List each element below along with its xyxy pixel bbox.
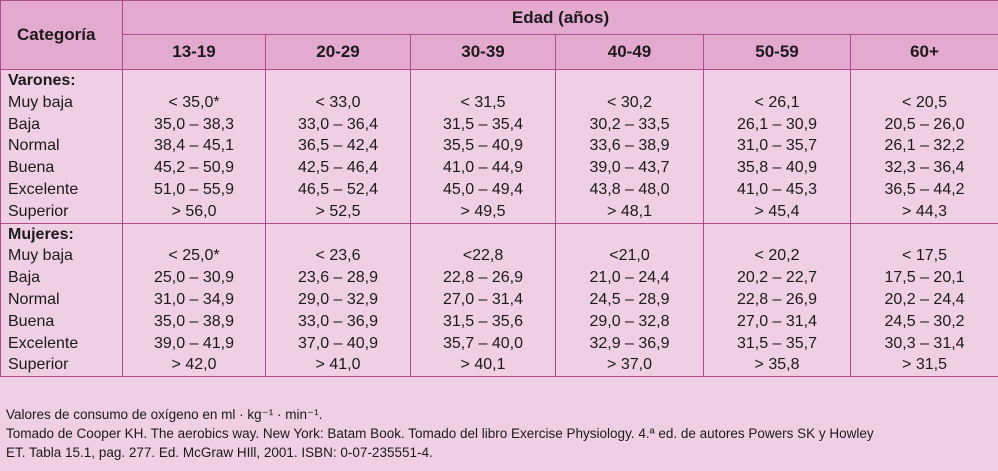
value-cell: < 23,6 (315, 247, 361, 265)
value-cell: 39,0 – 43,7 (589, 159, 670, 177)
category-label: Normal (8, 290, 60, 308)
value-cell: 27,0 – 31,4 (736, 312, 818, 330)
category-label: Superior (8, 202, 69, 220)
value-cell: 32,3 – 36,4 (884, 159, 965, 177)
value-cell: 24,5 – 30,2 (884, 312, 965, 330)
value-cell: < 26,1 (754, 93, 800, 111)
spacer (266, 70, 410, 92)
spacer (411, 224, 555, 246)
group-title: Mujeres: (8, 225, 74, 243)
value-cell: 20,2 – 22,7 (736, 269, 818, 287)
spacer (266, 224, 410, 246)
value-cell: 35,8 – 40,9 (736, 159, 818, 177)
value-cell: 31,5 – 35,4 (442, 115, 524, 133)
age-column-header: 20-29 (266, 35, 411, 70)
value-cell: 45,2 – 50,9 (153, 159, 235, 177)
age-column-header: 13-19 (123, 35, 266, 70)
age-column-header: 60+ (851, 35, 998, 70)
value-column (704, 223, 851, 377)
category-label: Superior (8, 356, 69, 374)
age-column-header: 30-39 (411, 35, 556, 70)
spacer (123, 224, 265, 246)
value-cell: 36,5 – 42,4 (297, 137, 379, 155)
value-cell: 33,0 – 36,9 (297, 312, 379, 330)
units-note: Valores de consumo de oxígeno en ml · kg⁻¹ · min⁻¹. (6, 407, 323, 422)
value-cell: < 17,5 (902, 247, 947, 265)
value-cell: 32,9 – 36,9 (589, 334, 670, 352)
category-label: Baja (8, 115, 41, 133)
value-cell: 22,8 – 26,9 (442, 269, 524, 287)
value-cell: 26,1 – 30,9 (736, 115, 818, 133)
value-cell: 39,0 – 41,9 (153, 334, 235, 352)
value-cell: 23,6 – 28,9 (297, 269, 379, 287)
value-cell: < 33,0 (315, 93, 361, 111)
value-column (851, 223, 998, 377)
value-cell: > 44,3 (902, 202, 947, 220)
value-column (411, 70, 556, 224)
value-cell: 33,0 – 36,4 (297, 115, 379, 133)
value-cell: < 31,5 (460, 93, 506, 111)
value-cell: 43,8 – 48,0 (589, 180, 670, 198)
source-line-1: Tomado de Cooper KH. The aerobics way. New York: Batam Book. Tomado del libro Exercise Physiology. 4.ª ed. de autores Powers SK y Howley (6, 426, 874, 441)
spacer (556, 224, 703, 246)
value-cell: < 30,2 (607, 93, 652, 111)
value-cell: 35,7 – 40,0 (442, 334, 524, 352)
value-cell: 35,0 – 38,3 (153, 115, 235, 133)
value-cell: > 41,0 (315, 356, 361, 374)
value-column (411, 223, 556, 377)
spacer (851, 224, 998, 246)
value-cell: 20,2 – 24,4 (884, 290, 965, 308)
value-cell: 31,5 – 35,6 (442, 312, 524, 330)
value-cell: > 40,1 (460, 356, 506, 374)
category-header: Categoría (1, 1, 123, 70)
value-cell: 29,0 – 32,9 (297, 290, 379, 308)
value-cell: 33,6 – 38,9 (589, 137, 670, 155)
value-cell: 25,0 – 30,9 (153, 269, 235, 287)
age-column-header: 50-59 (704, 35, 851, 70)
value-cell: 31,5 – 35,7 (736, 334, 818, 352)
value-cell: > 48,1 (607, 202, 652, 220)
value-cell: > 52,5 (315, 202, 361, 220)
spacer (704, 224, 850, 246)
spacer (123, 70, 265, 92)
value-cell: 17,5 – 20,1 (884, 269, 965, 287)
value-cell: 51,0 – 55,9 (153, 180, 235, 198)
value-column (556, 70, 704, 224)
category-label: Baja (8, 269, 41, 287)
category-label: Normal (8, 137, 60, 155)
value-cell: 45,0 – 49,4 (442, 180, 524, 198)
value-cell: > 35,8 (754, 356, 800, 374)
value-cell: < 25,0* (168, 247, 220, 265)
value-cell: > 31,5 (902, 356, 947, 374)
value-cell: 27,0 – 31,4 (442, 290, 524, 308)
value-cell: > 56,0 (171, 202, 217, 220)
value-cell: > 37,0 (607, 356, 652, 374)
category-column (1, 70, 123, 224)
value-column (123, 70, 266, 224)
value-cell: 35,0 – 38,9 (153, 312, 235, 330)
value-cell: 20,5 – 26,0 (884, 115, 965, 133)
category-label: Buena (8, 159, 55, 177)
value-cell: 21,0 – 24,4 (589, 269, 670, 287)
value-cell: < 20,5 (902, 93, 947, 111)
value-cell: 36,5 – 44,2 (884, 180, 965, 198)
category-label: Muy baja (8, 247, 73, 265)
value-column (704, 70, 851, 224)
value-cell: 42,5 – 46,4 (297, 159, 379, 177)
value-column (851, 70, 998, 224)
spacer (704, 70, 850, 92)
group-title: Varones: (8, 72, 76, 89)
group-row (1, 223, 998, 377)
value-cell: > 49,5 (460, 202, 506, 220)
spacer (851, 70, 998, 92)
value-column (556, 223, 704, 377)
value-cell: <21,0 (609, 247, 650, 265)
value-column (123, 223, 266, 377)
spacer (411, 70, 555, 92)
category-label: Excelente (8, 334, 79, 352)
value-column (266, 223, 411, 377)
value-cell: 30,3 – 31,4 (884, 334, 965, 352)
value-cell: 41,0 – 45,3 (736, 180, 818, 198)
value-cell: > 45,4 (754, 202, 800, 220)
value-cell: 46,5 – 52,4 (297, 180, 379, 198)
value-cell: 29,0 – 32,8 (589, 312, 670, 330)
group-row (1, 70, 998, 224)
value-cell: 37,0 – 40,9 (297, 334, 379, 352)
age-column-header: 40-49 (556, 35, 704, 70)
value-cell: 24,5 – 28,9 (589, 290, 670, 308)
value-cell: < 20,2 (754, 247, 800, 265)
value-cell: 22,8 – 26,9 (736, 290, 818, 308)
value-cell: < 35,0* (168, 93, 220, 111)
source-line-2: ET. Tabla 15.1, pag. 277. Ed. McGraw HIll, 2001. ISBN: 0-07-235551-4. (6, 445, 433, 460)
category-label: Excelente (8, 180, 79, 198)
spacer (556, 70, 703, 92)
table-footnote (6, 405, 996, 462)
value-cell: 41,0 – 44,9 (442, 159, 524, 177)
category-label: Buena (8, 312, 55, 330)
value-cell: 38,4 – 45,1 (153, 137, 235, 155)
category-column (1, 223, 123, 377)
age-group-header: Edad (años) (123, 1, 998, 35)
value-cell: 31,0 – 35,7 (736, 137, 818, 155)
value-cell: <22,8 (462, 247, 504, 265)
value-column (266, 70, 411, 224)
value-cell: 30,2 – 33,5 (589, 115, 670, 133)
value-cell: 35,5 – 40,9 (442, 137, 524, 155)
value-cell: 26,1 – 32,2 (884, 137, 965, 155)
value-cell: > 42,0 (171, 356, 217, 374)
value-cell: 31,0 – 34,9 (153, 290, 235, 308)
category-label: Muy baja (8, 93, 73, 111)
